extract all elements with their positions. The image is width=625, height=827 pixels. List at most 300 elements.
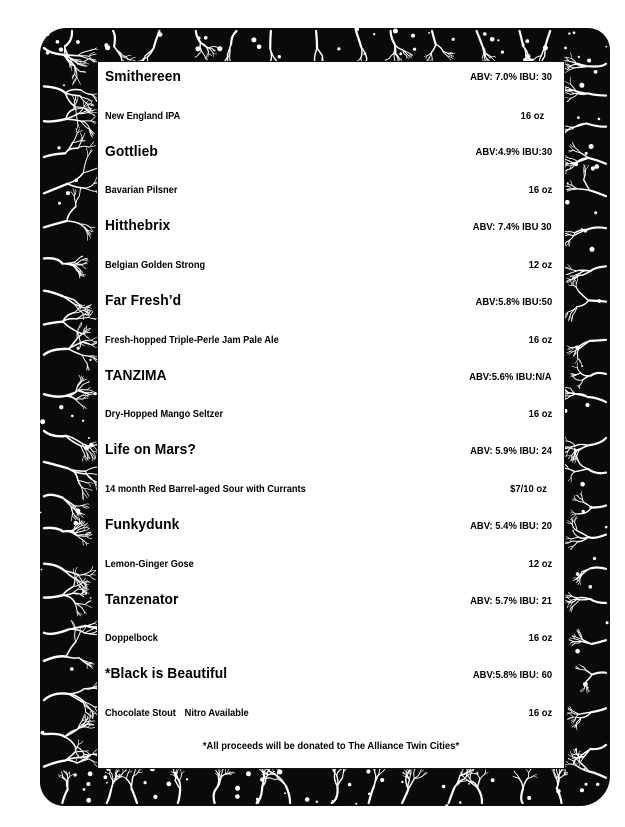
tree-branch: [478, 788, 482, 803]
beer-stats-black-is-beautiful: ABV:5.8% IBU: 60: [472, 669, 552, 681]
leaf-dot: [501, 51, 504, 54]
tree-branch: [86, 467, 98, 471]
tree-branch: [86, 536, 92, 539]
leaf-dot: [579, 83, 584, 88]
tree-branch: [76, 633, 81, 643]
tree-branch: [563, 595, 569, 596]
leaf-dot: [75, 508, 80, 513]
leaf-dot: [589, 144, 594, 149]
tree-branch: [568, 160, 576, 163]
leaf-dot: [91, 104, 93, 106]
beer-name-life-on-mars: Life on Mars?: [105, 441, 196, 458]
leaf-dot: [564, 47, 567, 50]
leaf-dot: [197, 36, 201, 40]
tree-branch: [58, 775, 63, 776]
tree-branch: [65, 148, 78, 153]
beer-menu-panel: [98, 62, 564, 768]
tree-branch: [77, 96, 78, 101]
tree-branch: [82, 264, 86, 269]
tree-branch: [564, 435, 567, 441]
leaf-dot: [527, 796, 531, 800]
tree-branch: [577, 531, 589, 537]
tree-branch: [572, 189, 579, 190]
beer-name-gottlieb: Gottlieb: [105, 143, 158, 160]
leaf-dot: [246, 771, 251, 776]
tree-branch: [588, 771, 606, 777]
leaf-dot: [59, 405, 63, 409]
tree-branch: [79, 741, 83, 744]
tree-branch: [570, 233, 575, 240]
tree-branch: [589, 64, 606, 67]
beer-style-smithereen: New England IPA: [105, 110, 181, 122]
tree-branch: [580, 580, 581, 585]
leaf-dot: [522, 43, 525, 46]
leaf-dot: [380, 778, 384, 782]
tree-branch: [573, 542, 578, 547]
leaf-dot: [260, 777, 264, 781]
tree-branch: [86, 483, 90, 487]
tree-branch: [449, 787, 455, 803]
leaf-dot: [573, 31, 576, 34]
tree-branch: [44, 184, 67, 194]
tree-branch: [587, 397, 606, 402]
tree-branch: [356, 31, 361, 47]
tree-branch: [213, 53, 217, 54]
beer-size-tanzima: 16 oz: [528, 408, 552, 420]
beer-name-tanzima: TANZIMA: [105, 367, 167, 384]
tree-branch: [84, 107, 90, 108]
leaf-dot: [337, 47, 340, 50]
tree-branch: [76, 196, 79, 206]
tree-branch: [70, 774, 73, 776]
leaf-dot: [41, 731, 45, 735]
tree-branch: [579, 462, 588, 469]
leaf-dot: [364, 52, 367, 55]
beer-style-hitthebrix: Belgian Golden Strong: [105, 259, 206, 271]
tree-branch: [571, 537, 578, 539]
tree-branch: [67, 206, 76, 221]
leaf-dot: [235, 786, 240, 791]
tree-branch: [432, 31, 436, 45]
tree-branch: [566, 761, 570, 764]
leaf-dot: [82, 420, 84, 422]
tree-branch: [572, 366, 577, 367]
leaf-dot: [94, 392, 97, 395]
tree-branch: [523, 46, 526, 55]
tree-branch: [574, 534, 578, 538]
tree-branch: [91, 340, 98, 341]
nitro-available-note: Nitro Available: [184, 707, 249, 719]
leaf-dot: [355, 803, 357, 805]
tree-branch: [270, 49, 271, 62]
leaf-dot: [585, 783, 588, 786]
tree-branch: [576, 379, 583, 380]
tree-branch: [590, 599, 606, 603]
beer-stats-funkydunk: ABV: 5.4% IBU: 20: [470, 520, 552, 532]
leaf-dot: [332, 800, 335, 803]
leaf-dot: [594, 70, 598, 74]
beer-size-life-on-mars: $7/10 oz: [510, 483, 547, 495]
tree-branch: [120, 776, 126, 778]
tree-branch: [126, 779, 131, 789]
leaf-dot: [40, 419, 45, 424]
leaf-dot: [104, 775, 108, 779]
tree-branch: [85, 188, 96, 191]
tree-branch: [571, 510, 575, 514]
tree-branch: [62, 262, 74, 263]
tree-branch: [526, 769, 529, 773]
leaf-dot: [526, 54, 531, 59]
tree-branch: [588, 469, 606, 473]
tree-branch: [579, 292, 589, 301]
beer-stats-far-freshd: ABV:5.8% IBU:50: [475, 296, 552, 308]
tree-branch: [590, 340, 606, 341]
beer-name-hitthebrix: Hitthebrix: [105, 217, 171, 234]
leaf-dot: [582, 510, 585, 513]
tree-branch: [572, 755, 576, 756]
leaf-dot: [76, 40, 80, 44]
beer-size-black-is-beautiful: 16 oz: [528, 707, 552, 719]
tree-branch: [406, 55, 407, 58]
tree-branch: [230, 44, 231, 52]
tree-branch: [65, 728, 79, 736]
leaf-dot: [195, 46, 200, 51]
leaf-dot: [235, 794, 240, 799]
tree-branch: [449, 54, 450, 57]
tree-branch: [567, 441, 575, 446]
tree-branch: [81, 71, 86, 72]
tree-branch: [68, 689, 84, 694]
tree-branch: [180, 770, 181, 775]
tree-branch: [436, 45, 443, 52]
tree-branch: [86, 387, 91, 390]
tree-branch: [44, 693, 68, 700]
tree-branch: [67, 173, 83, 184]
leaf-dot: [567, 182, 569, 184]
tree-branch: [567, 346, 572, 348]
beer-name-funkydunk: Funkydunk: [105, 516, 180, 533]
tree-branch: [44, 629, 69, 633]
leaf-dot: [605, 46, 607, 48]
leaf-dot: [305, 797, 310, 802]
tree-branch: [85, 305, 92, 308]
beer-stats-life-on-mars: ABV: 5.9% IBU: 24: [470, 445, 552, 457]
tree-branch: [586, 124, 606, 127]
leaf-dot: [596, 783, 599, 786]
tree-branch: [514, 771, 517, 775]
tree-branch: [559, 775, 564, 779]
leaf-dot: [583, 768, 586, 771]
tree-branch: [44, 656, 66, 661]
tree-branch: [85, 605, 92, 608]
tree-branch: [575, 514, 583, 515]
leaf-dot: [590, 247, 595, 252]
tree-branch: [44, 322, 63, 325]
tree-branch: [361, 47, 362, 58]
tree-branch: [586, 675, 592, 682]
leaf-dot: [580, 482, 585, 487]
tree-branch: [565, 98, 571, 99]
leaf-dot: [88, 437, 90, 439]
beer-size-hitthebrix: 12 oz: [528, 259, 552, 271]
beer-style-black-is-beautiful: [105, 707, 249, 719]
tree-branch: [580, 380, 583, 385]
tree-branch: [86, 390, 92, 391]
leaf-dot: [468, 783, 470, 785]
tree-branch: [569, 61, 577, 63]
tree-branch: [44, 349, 69, 355]
tree-branch: [577, 300, 589, 306]
tree-branch: [88, 727, 95, 728]
tree-branch: [85, 715, 86, 722]
tree-branch: [201, 51, 204, 56]
leaf-dot: [491, 778, 495, 782]
tree-branch: [44, 119, 66, 121]
tree-branch: [62, 789, 67, 803]
leaf-dot: [217, 46, 222, 51]
leaf-dot: [70, 667, 74, 671]
leaf-dot: [575, 749, 577, 751]
tree-branch: [576, 469, 589, 472]
beer-stats-hitthebrix: ABV: 7.4% IBU 30: [473, 221, 552, 233]
tree-branch: [587, 688, 590, 691]
tree-branch: [79, 658, 86, 663]
tree-branch: [75, 751, 84, 752]
beer-size-smithereen: 16 oz: [520, 110, 544, 122]
leaf-dot: [368, 793, 371, 796]
tree-branch: [556, 769, 558, 777]
tree-branch: [198, 51, 202, 55]
leaf-dot: [497, 39, 499, 41]
tree-branch: [74, 575, 75, 586]
tree-branch: [589, 300, 607, 301]
tree-branch: [584, 180, 590, 191]
tree-branch: [589, 158, 606, 164]
tree-branch: [570, 714, 573, 717]
tree-branch: [44, 291, 63, 296]
tree-branch: [66, 657, 79, 659]
tree-branch: [59, 776, 63, 778]
tree-branch: [567, 165, 572, 166]
tree-branch: [122, 768, 123, 774]
tree-branch: [564, 61, 569, 63]
leaf-dot: [598, 118, 601, 121]
tree-branch: [578, 597, 590, 599]
beer-size-gottlieb: 16 oz: [528, 184, 552, 196]
leaf-dot: [86, 798, 91, 803]
tree-branch: [523, 779, 527, 789]
leaf-dot: [74, 521, 79, 526]
tree-branch: [590, 190, 607, 196]
donation-footnote: *All proceeds will be donated to The Alliance Twin Cities*: [202, 740, 460, 752]
leaf-dot: [594, 164, 599, 169]
tree-branch: [44, 394, 63, 396]
tree-branch: [44, 595, 63, 597]
leaf-dot: [585, 152, 588, 155]
tree-branch: [314, 48, 317, 61]
tree-branch: [545, 31, 550, 47]
tree-branch: [88, 311, 93, 317]
tree-branch: [426, 56, 427, 59]
tree-branch: [44, 564, 65, 571]
leaf-dot: [57, 146, 60, 149]
leaf-dot: [88, 771, 93, 776]
tree-branch: [132, 789, 138, 803]
leaf-dot: [66, 191, 70, 195]
tree-branch: [477, 31, 482, 45]
beer-style-funkydunk: Lemon-Ginger Gose: [105, 558, 194, 570]
tree-branch: [91, 754, 98, 756]
tree-branch: [77, 77, 81, 84]
tree-branch: [66, 89, 82, 93]
tree-branch: [82, 492, 83, 499]
tree-branch: [568, 477, 571, 480]
tree-branch: [565, 388, 571, 389]
leaf-dot: [563, 409, 567, 413]
tree-branch: [585, 165, 589, 170]
tree-branch: [589, 535, 606, 538]
leaf-dot: [490, 37, 495, 42]
tree-branch: [343, 771, 345, 778]
tree-branch: [44, 86, 66, 93]
tree-branch: [337, 768, 343, 775]
leaf-dot: [581, 228, 583, 230]
tree-branch: [337, 768, 342, 775]
leaf-dot: [348, 783, 352, 787]
leaf-dot: [86, 782, 90, 786]
tree-branch: [221, 774, 228, 778]
tree-branch: [44, 462, 68, 469]
tree-branch: [577, 577, 578, 582]
tree-branch: [575, 358, 578, 363]
leaf-dot: [584, 229, 587, 232]
leaf-dot: [399, 52, 402, 55]
tree-branch: [127, 55, 131, 56]
tree-branch: [82, 263, 87, 264]
tree-branch: [533, 776, 537, 778]
leaf-dot: [46, 33, 49, 36]
tree-branch: [579, 669, 585, 670]
tree-branch: [570, 158, 578, 161]
leaf-dot: [46, 51, 50, 55]
leaf-dot: [106, 782, 108, 784]
beer-size-tanzenator: 16 oz: [528, 632, 552, 644]
leaf-dot: [568, 32, 570, 34]
beer-style-far-freshd: Fresh-hopped Triple-Perle Jam Pale Ale: [105, 334, 279, 346]
tree-branch: [73, 505, 83, 507]
leaf-dot: [575, 649, 580, 654]
tree-branch: [201, 43, 207, 48]
tree-branch: [44, 495, 62, 498]
tree-branch: [569, 541, 578, 542]
tree-branch: [73, 96, 75, 101]
beer-stats-gottlieb: ABV:4.9% IBU:30: [475, 146, 552, 158]
tree-branch: [71, 64, 72, 70]
leaf-dot: [89, 359, 91, 361]
tree-branch: [86, 661, 92, 662]
tree-branch: [85, 183, 94, 188]
tree-branch: [567, 232, 575, 233]
tree-branch: [69, 349, 83, 355]
leaf-dot: [40, 512, 41, 514]
tree-branch: [402, 789, 408, 803]
leaf-dot: [277, 769, 282, 774]
tree-branch: [83, 159, 86, 173]
leaf-dot: [85, 446, 90, 451]
tree-branch: [82, 504, 89, 506]
tree-branch: [579, 189, 590, 190]
tree-branch: [78, 146, 89, 148]
tree-branch: [44, 221, 67, 228]
leaf-dot: [574, 162, 578, 166]
tree-branch: [66, 642, 75, 656]
tree-branch: [584, 173, 585, 180]
leaf-dot: [608, 789, 610, 793]
tree-branch: [91, 337, 97, 340]
tree-branch: [44, 528, 63, 532]
tree-branch: [578, 445, 589, 450]
tree-branch: [73, 134, 77, 143]
tree-branch: [527, 773, 529, 779]
leaf-dot: [158, 32, 163, 37]
leaf-dot: [73, 773, 76, 776]
tree-branch: [75, 629, 76, 642]
tree-branch: [577, 367, 580, 373]
tree-branch: [565, 81, 571, 84]
tree-branch: [587, 227, 606, 229]
beer-stats-smithereen: ABV: 7.0% IBU: 30: [470, 71, 552, 83]
beer-style-text: Chocolate Stout: [105, 707, 176, 719]
leaf-dot: [63, 84, 65, 86]
tree-branch: [76, 399, 82, 405]
tree-branch: [67, 184, 84, 188]
beer-stats-tanzima: ABV:5.6% IBU:N/A: [469, 371, 552, 383]
tree-branch: [83, 455, 85, 461]
beer-stats-tanzenator: ABV: 5.7% IBU: 21: [470, 595, 552, 607]
tree-branch: [126, 773, 128, 779]
tree-branch: [409, 775, 410, 780]
tree-branch: [69, 338, 78, 349]
tree-branch: [65, 737, 76, 747]
tree-branch: [107, 790, 111, 803]
leaf-dot: [144, 781, 147, 784]
tree-branch: [571, 67, 578, 68]
leaf-dot: [278, 55, 281, 58]
leaf-dot: [587, 59, 591, 63]
beer-style-gottlieb: Bavarian Pilsner: [105, 184, 178, 196]
tree-branch: [111, 780, 116, 790]
tree-branch: [414, 769, 415, 778]
tree-branch: [105, 772, 110, 774]
leaf-dot: [606, 621, 609, 624]
tree-branch: [44, 734, 65, 737]
leaf-dot: [556, 789, 561, 794]
leaf-dot: [525, 39, 529, 43]
beer-size-far-freshd: 16 oz: [528, 334, 552, 346]
tree-branch: [389, 53, 394, 58]
tree-branch: [208, 54, 212, 56]
leaf-dot: [445, 804, 448, 806]
tree-branch: [71, 192, 75, 197]
leaf-dot: [581, 365, 583, 367]
leaf-dot: [74, 179, 78, 183]
leaf-dot: [204, 36, 208, 40]
leaf-dot: [77, 347, 80, 350]
tree-branch: [533, 775, 537, 776]
tree-branch: [231, 31, 236, 44]
tree-branch: [270, 31, 271, 49]
tree-branch: [286, 786, 290, 803]
